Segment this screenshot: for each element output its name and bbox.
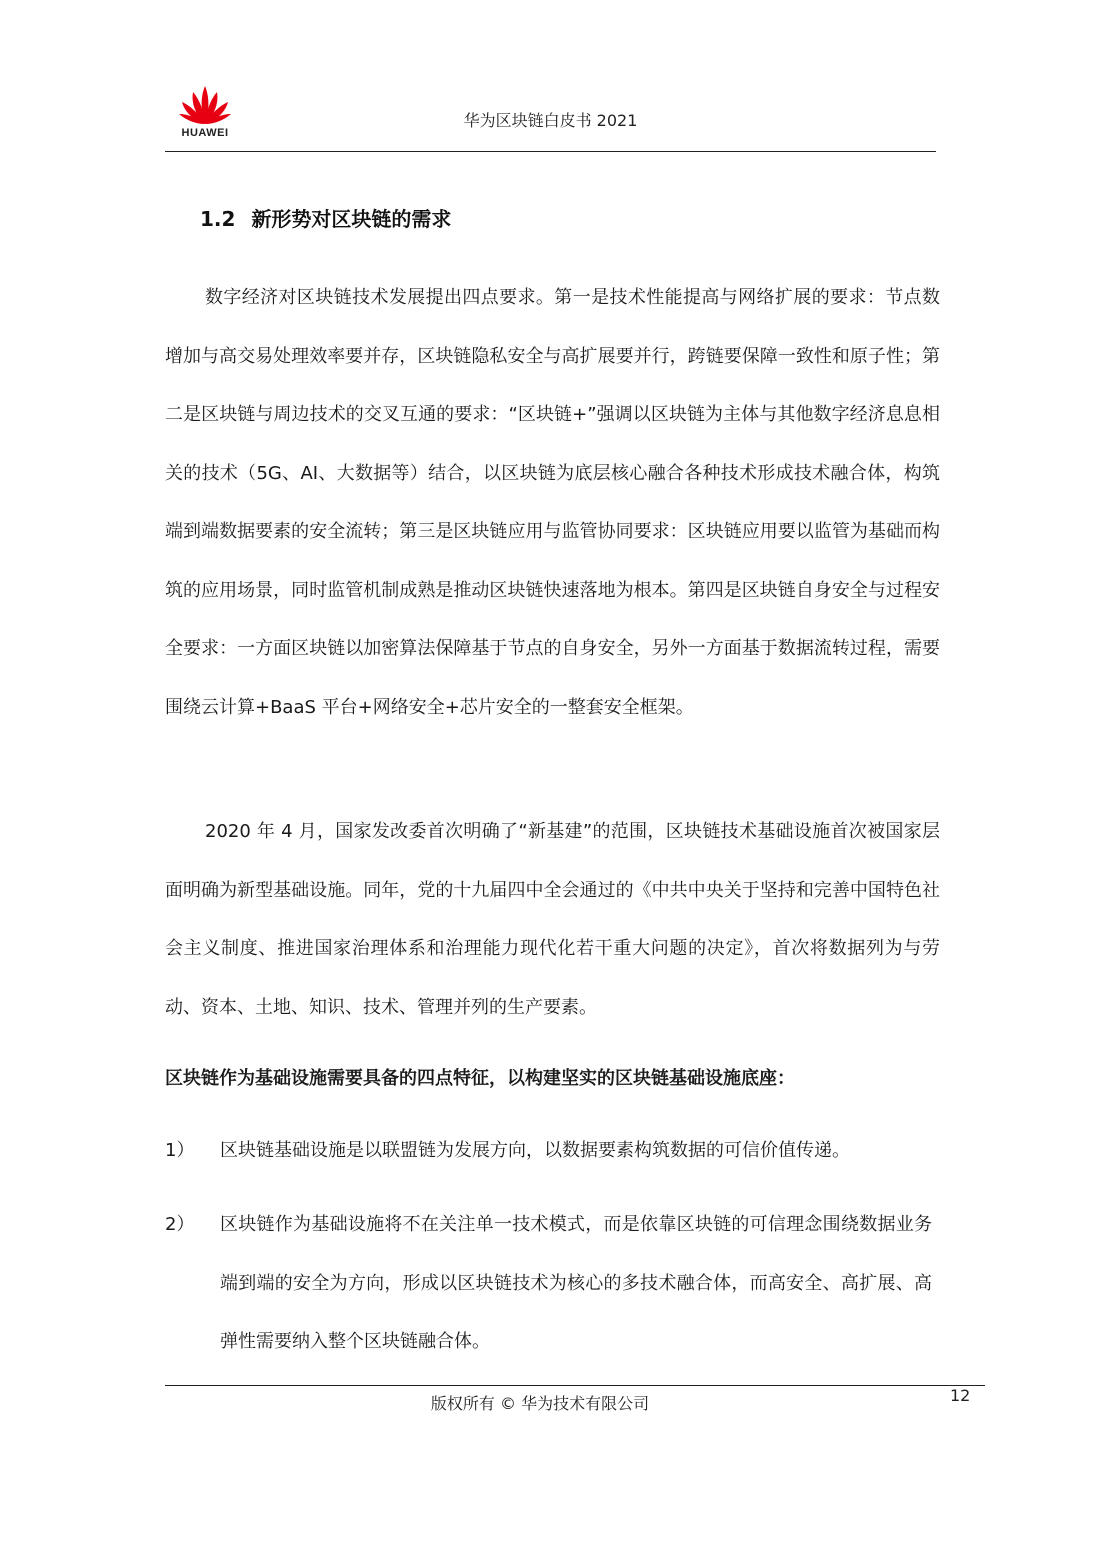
section-heading [200,203,451,232]
bold-statement: 区块链作为基础设施需要具备的四点特征，以构建坚实的区块链基础设施底座： [165,1068,795,1089]
section-title: 新形势对区块链的需求 [251,207,452,231]
footer-divider [165,1385,985,1386]
list-item-text: 区块链基础设施是以联盟链为发展方向，以数据要素构筑数据的可信价值传递。 [220,1140,850,1161]
list-marker: 2） [165,1214,195,1235]
document-title: 华为区块链白皮书 2021 [463,111,638,130]
logo-wordmark: HUAWEI [181,127,229,139]
list-marker: 1） [165,1140,195,1161]
list-item-text: 区块链作为基础设施将不在关注单一技术模式，而是依靠区块链的可信理念围绕数据业务端到端的安全为方向，形成以区块链技术为核心的多技术融合体，而高安全、高扩展、高弹性需要纳入整个区块链融合体。 [220,1214,932,1352]
copyright-notice: 版权所有 © 华为技术有限公司 [430,1394,650,1413]
paragraph-requirements: 数字经济对区块链技术发展提出四点要求。第一是技术性能提高与网络扩展的要求：节点数增加与高交易处理效率要并存，区块链隐私安全与高扩展要并行，跨链要保障一致性和原子性；第二是区块链与周边技术的交叉互通的要求：“区块链+”强调以区块链为主体与其他数字经济息息相关的技术（5G、AI、大数据等）结合，以区块链为底层核心融合各种技术形成技术融合体，构筑端到端数据要素的安全流转；第三是区块链应用与监管协同要求：区块链应用要以监管为基础而构筑的应用场景，同时监管机制成熟是推动区块链快速落地为根本。第四是区块链自身安全与过程安全要求：一方面区块链以加密算法保障基于节点的自身安全，另外一方面基于数据流转过程，需要围绕云计算+BaaS 平台+网络安全+芯片安全的一整套安全框架。 [165,287,940,718]
paragraph-new-infrastructure: 2020 年 4 月，国家发改委首次明确了“新基建”的范围，区块链技术基础设施首次被国家层面明确为新型基础设施。同年，党的十九届四中全会通过的《中共中央关于坚持和完善中国特色社会主义制度、推进国家治理体系和治理能力现代化若干重大问题的决定》，首次将数据列为与劳动、资本、土地、知识、技术、管理并列的生产要素。 [165,821,940,1018]
page-number: 12 [950,1386,971,1405]
page-header [165,82,936,152]
header-divider [165,151,936,152]
section-number: 1.2 [200,207,236,231]
